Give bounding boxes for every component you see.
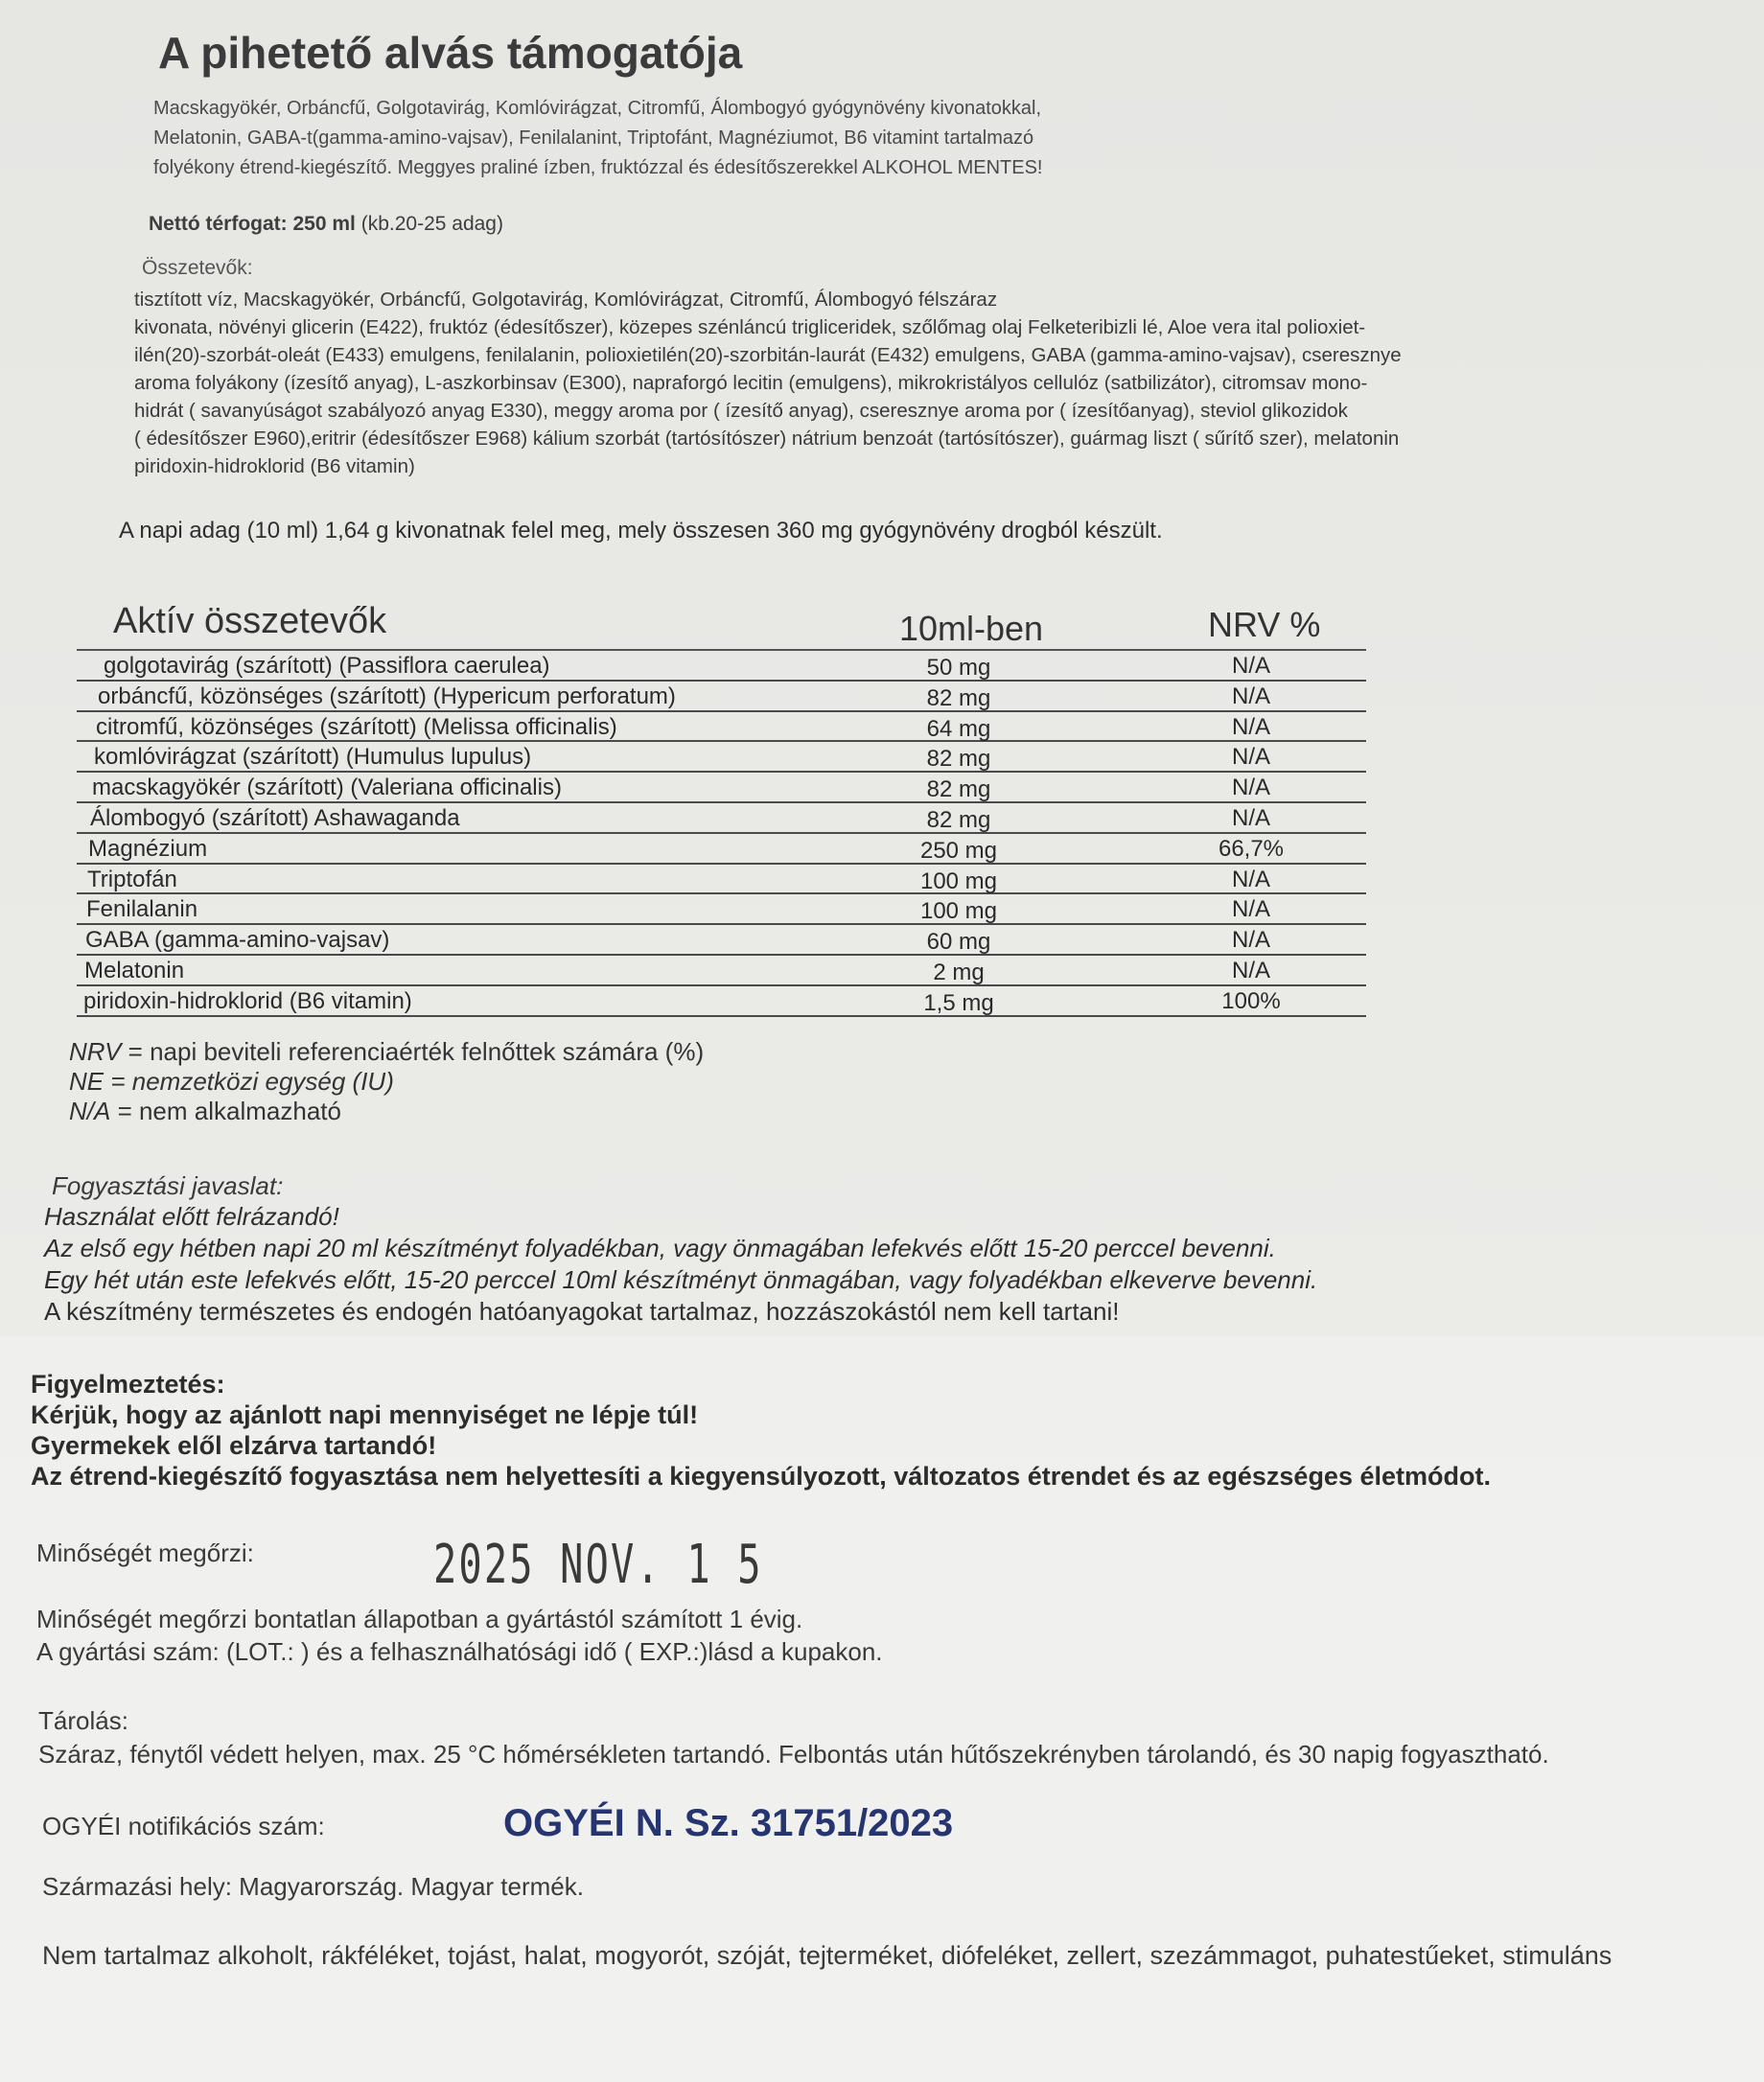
- amount-cell: 60 mg: [926, 929, 991, 956]
- ingredient-name-cell: Triptofán: [87, 866, 177, 892]
- product-intro: [153, 94, 1042, 183]
- usage-title: Fogyasztási javaslat:: [52, 1171, 284, 1200]
- ingredient-name-cell: golgotavirág (szárított) (Passiflora caerulea): [104, 653, 550, 679]
- amount-cell: 2 mg: [933, 959, 985, 985]
- legend-item: [69, 1067, 704, 1097]
- ingredients-line: kivonata, növényi glicerin (E422), fruktóz (édesítőszer), közepes szénláncú trigliceridek, szőlőmag olaj Felketeribizli lé, Aloe vera ital polioxiet-: [134, 316, 1366, 338]
- ingredient-name-cell: GABA (gamma-amino-vajsav): [85, 927, 390, 954]
- best-before-line: A gyártási szám: (LOT.: ) és a felhasználhatósági idő ( EXP.:)lásd a kupakon.: [36, 1637, 883, 1666]
- intro-line: Macskagyökér, Orbáncfű, Golgotavirág, Komlóvirágzat, Citromfű, Álombogyó gyógynövény kivonatokkal,: [153, 98, 1041, 119]
- net-volume: [149, 213, 503, 236]
- header-amount: 10ml-ben: [899, 609, 1044, 648]
- storage-title: Tárolás:: [38, 1706, 128, 1735]
- usage-line: Az első egy hétben napi 20 ml készítményt folyadékban, vagy önmagában lefekvés előtt 15-20 perccel bevenni.: [44, 1234, 1276, 1262]
- table-row: [77, 682, 1366, 712]
- active-ingredients-table: [77, 599, 1366, 1017]
- best-before-text: [36, 1603, 883, 1668]
- ingredients-line: aroma folyákony (ízesítő anyag), L-aszkorbinsav (E300), napraforgó lecitin (emulgens), mikrokristályos cellulóz (satbilizátor), citromsav mono-: [134, 372, 1368, 394]
- warning-line: Gyermekek elől elzárva tartandó!: [31, 1431, 437, 1460]
- table-row: [77, 956, 1366, 986]
- nrv-cell: N/A: [1231, 804, 1270, 831]
- warning-block: [31, 1369, 1491, 1492]
- ingredient-name-cell: piridoxin-hidroklorid (B6 vitamin): [83, 987, 412, 1014]
- ingredient-name-cell: macskagyökér (szárított) (Valeriana officinalis): [92, 775, 562, 801]
- table-row: [77, 925, 1366, 956]
- ingredient-name-cell: Fenilalanin: [86, 896, 198, 923]
- usage-line: A készítmény természetes és endogén hatóanyagokat tartalmaz, hozzászokástól nem kell tartani!: [44, 1297, 1120, 1326]
- amount-cell: 82 mg: [926, 776, 991, 803]
- warning-line: Kérjük, hogy az ajánlott napi mennyiséget ne lépje túl!: [31, 1400, 699, 1429]
- nrv-legend: [69, 1037, 704, 1126]
- nrv-cell: N/A: [1231, 957, 1270, 983]
- ingredient-name-cell: Álombogyó (szárított) Ashawaganda: [90, 804, 460, 831]
- amount-cell: 82 mg: [926, 684, 991, 711]
- table-row: [77, 651, 1366, 682]
- nrv-cell: N/A: [1231, 896, 1270, 923]
- best-before-line: Minőségét megőrzi bontatlan állapotban a gyártástól számított 1 évig.: [36, 1605, 803, 1633]
- ingredients-line: hidrát ( savanyúságot szabályozó anyag E330), meggy aroma por ( ízesítő anyag), cseresznye aroma por ( ízesítőanyag), steviol glikozidok: [134, 400, 1348, 422]
- table-header: [77, 599, 1366, 651]
- table-row: [77, 894, 1366, 925]
- legend-item: [69, 1097, 704, 1126]
- nrv-cell: N/A: [1231, 775, 1270, 801]
- net-volume-label: Nettó térfogat: 250 ml: [149, 213, 356, 235]
- storage-text: Száraz, fénytől védett helyen, max. 25 °C hőmérsékleten tartandó. Felbontás után hűtőszekrényben tárolandó, és 30 napig fogyasztható.: [38, 1740, 1549, 1769]
- amount-cell: 250 mg: [919, 837, 998, 864]
- intro-line: Melatonin, GABA-t(gamma-amino-vajsav), Fenilalanint, Triptofánt, Magnéziumot, B6 vitamint tartalmazó: [153, 127, 1034, 149]
- ingredients-line: piridoxin-hidroklorid (B6 vitamin): [134, 455, 415, 477]
- table-body: [77, 651, 1366, 1017]
- daily-dose: A napi adag (10 ml) 1,64 g kivonatnak felel meg, mely összesen 360 mg gyógynövény drogból készült.: [119, 518, 1163, 544]
- table-row: [77, 712, 1366, 743]
- net-volume-suffix: (kb.20-25 adag): [355, 213, 503, 235]
- ingredient-name-cell: Melatonin: [84, 957, 185, 983]
- table-row: [77, 773, 1366, 803]
- table-row: [77, 865, 1366, 895]
- nrv-cell: N/A: [1231, 866, 1270, 892]
- ingredients-line: ( édesítőszer E960),eritrir (édesítőszer E968) kálium szorbát (tartósítószer) nátrium benzoát (tartósítószer), guármag liszt ( sűrítő szer), melatonin: [134, 428, 1400, 450]
- table-row: [77, 834, 1366, 865]
- table-row: [77, 986, 1366, 1017]
- legend-desc: = napi beviteli referenciaérték felnőttek számára (%): [121, 1037, 705, 1066]
- amount-cell: 82 mg: [926, 746, 991, 773]
- table-row: [77, 803, 1366, 834]
- nrv-cell: N/A: [1231, 713, 1270, 740]
- usage-line: Használat előtt felrázandó!: [44, 1202, 339, 1231]
- ingredients-text: [134, 286, 1402, 480]
- header-ingredient: Aktív összetevők: [113, 601, 387, 641]
- legend-item: [69, 1037, 704, 1067]
- nrv-cell: N/A: [1231, 653, 1270, 679]
- nrv-cell: N/A: [1231, 682, 1270, 709]
- product-title: A pihetető alvás támogatója: [158, 28, 743, 78]
- amount-cell: 50 mg: [926, 655, 991, 681]
- ogyei-label: OGYÉI notifikációs szám:: [42, 1812, 325, 1840]
- amount-cell: 100 mg: [919, 898, 998, 925]
- ingredients-line: tisztított víz, Macskagyökér, Orbáncfű, Golgotavirág, Komlóvirágzat, Citromfű, Álombogyó félszáraz: [134, 289, 998, 311]
- legend-abbr: N/A: [69, 1097, 111, 1125]
- ingredient-name-cell: Magnézium: [88, 835, 208, 862]
- header-nrv: NRV %: [1208, 605, 1321, 644]
- legend-desc: = nem alkalmazható: [110, 1097, 341, 1125]
- ingredient-name-cell: komlóvirágzat (szárított) (Humulus lupulus): [94, 744, 532, 771]
- usage-line: Egy hét után este lefekvés előtt, 15-20 perccel 10ml készítményt önmagában, vagy folyadékban elkeverve bevenni.: [44, 1265, 1318, 1294]
- intro-line: folyékony étrend-kiegészítő. Meggyes praliné ízben, fruktózzal és édesítőszerekkel ALKOHOL MENTES!: [153, 157, 1043, 178]
- warning-title: Figyelmeztetés:: [31, 1370, 225, 1399]
- amount-cell: 82 mg: [926, 806, 991, 833]
- ingredients-title: Összetevők:: [142, 257, 253, 279]
- table-row: [77, 742, 1366, 773]
- best-before-label: Minőségét megőrzi:: [36, 1538, 254, 1567]
- nrv-cell: N/A: [1231, 927, 1270, 954]
- amount-cell: 1,5 mg: [923, 989, 994, 1016]
- amount-cell: 100 mg: [919, 868, 998, 894]
- best-before-date-stamp: 2025 NOV. 1 5: [433, 1534, 763, 1596]
- nrv-cell: 100%: [1221, 987, 1281, 1014]
- nrv-cell: 66,7%: [1218, 835, 1285, 862]
- ingredients-line: ilén(20)-szorbát-oleát (E433) emulgens, fenilalanin, polioxietilén(20)-szorbitán-laurát (E432) emulgens, GABA (gamma-amino-vajsav), cseresznye: [134, 344, 1402, 366]
- warning-line: Az étrend-kiegészítő fogyasztása nem helyettesíti a kiegyensúlyozott, változatos étrendet és az egészséges életmódot.: [31, 1462, 1491, 1491]
- allergen-text: Nem tartalmaz alkoholt, rákféléket, tojást, halat, mogyorót, szóját, tejterméket, diófeléket, zellert, szezámmagot, puhatestűeket, stimuláns: [42, 1941, 1613, 1970]
- usage-instructions: [44, 1201, 1317, 1328]
- ogyei-number: OGYÉI N. Sz. 31751/2023: [503, 1802, 954, 1844]
- legend-desc: = nemzetközi egység (IU): [104, 1067, 394, 1096]
- legend-abbr: NRV: [69, 1037, 122, 1066]
- ingredient-name-cell: orbáncfű, közönséges (szárított) (Hypericum perforatum): [98, 682, 676, 709]
- amount-cell: 64 mg: [926, 715, 991, 742]
- legend-abbr: NE: [69, 1067, 104, 1096]
- origin-text: Származási hely: Magyarország. Magyar termék.: [42, 1872, 584, 1901]
- ingredient-name-cell: citromfű, közönséges (szárított) (Melissa officinalis): [96, 713, 617, 740]
- nrv-cell: N/A: [1231, 744, 1270, 771]
